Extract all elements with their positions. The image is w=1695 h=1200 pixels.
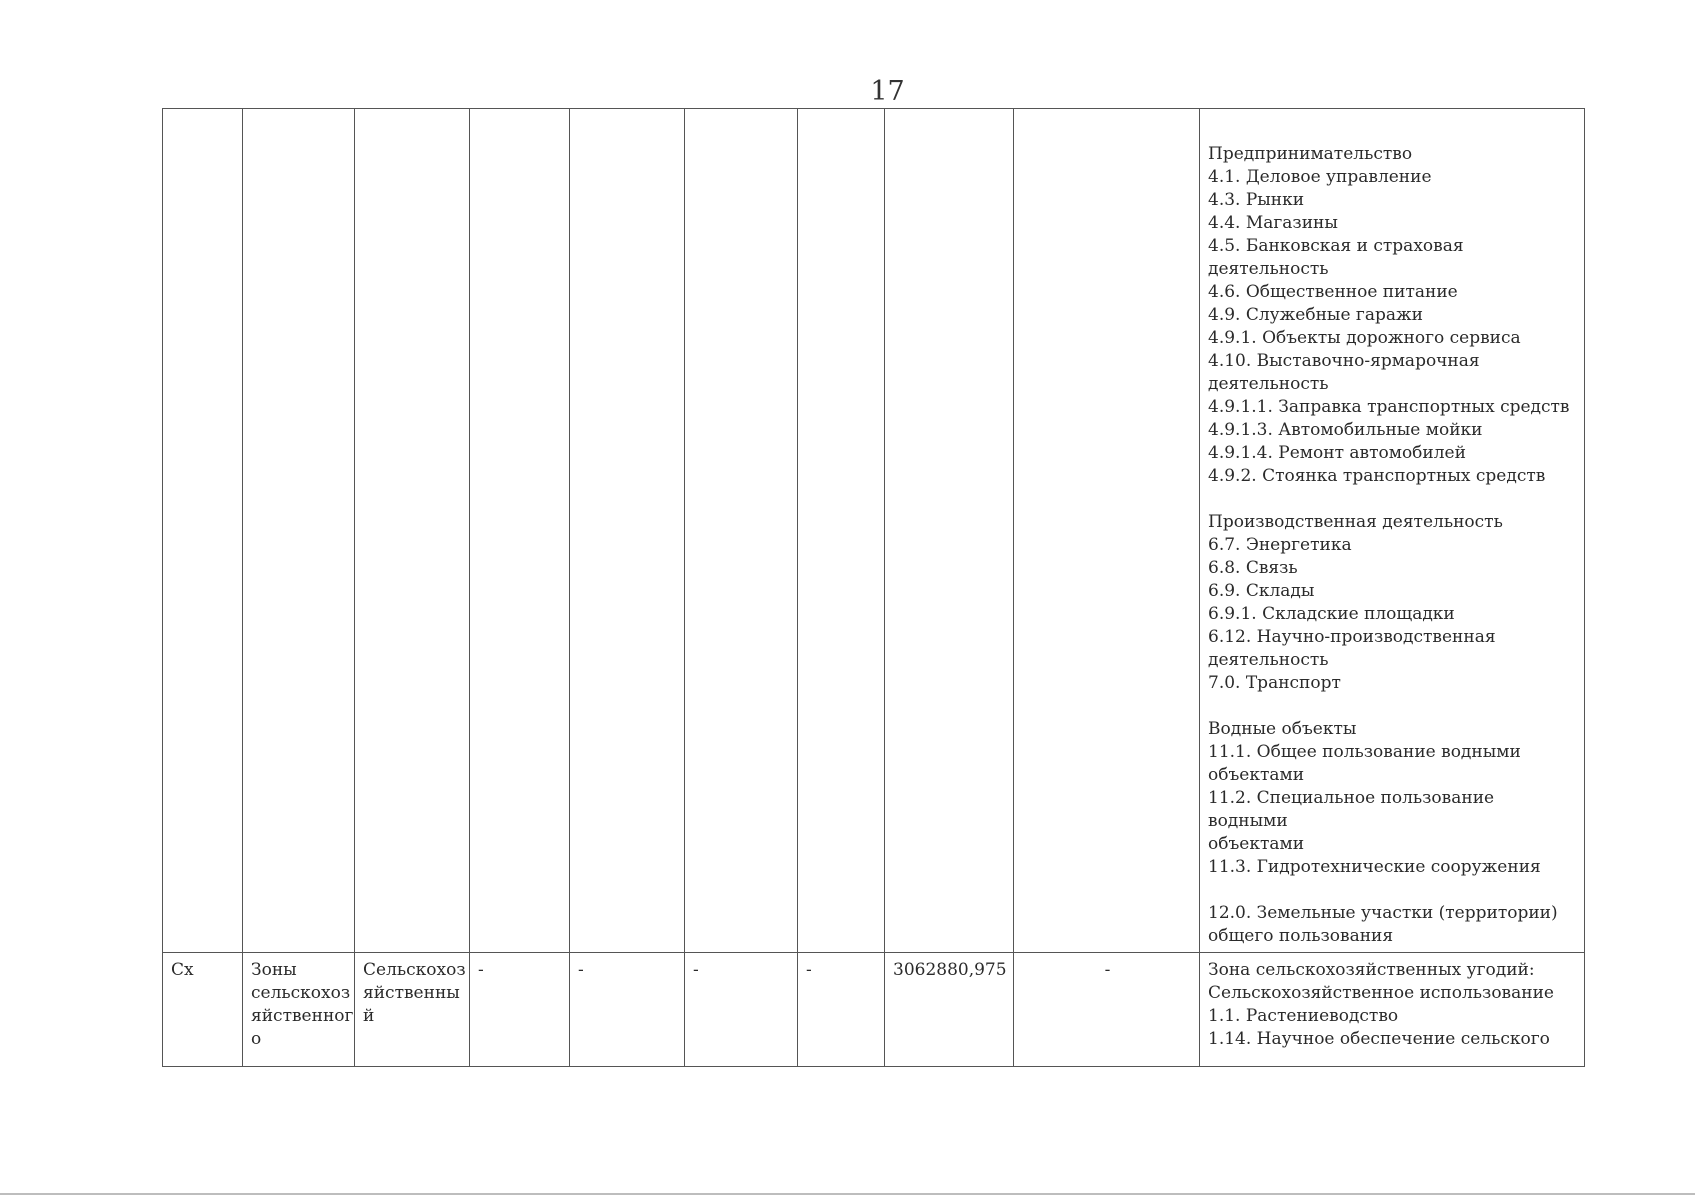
use-line: Зона сельскохозяйственных угодий: (1208, 960, 1535, 980)
table-cell-empty (355, 109, 470, 953)
table-cell-empty (243, 109, 355, 953)
dash-cell (1014, 953, 1200, 1067)
use-line: 4.4. Магазины (1208, 213, 1338, 233)
use-line: 4.3. Рынки (1208, 190, 1305, 210)
use-line: объектами (1208, 765, 1305, 785)
zone-purpose-line: Сельскохоз (363, 960, 466, 980)
use-line: 11.3. Гидротехнические сооружения (1208, 857, 1541, 877)
page-bottom-rule (0, 1193, 1695, 1195)
use-line: 11.2. Специальное пользование водными (1208, 788, 1495, 831)
use-line: 4.6. Общественное питание (1208, 282, 1458, 302)
use-line: 1.1. Растениеводство (1208, 1006, 1399, 1026)
use-line: 6.9. Склады (1208, 581, 1315, 601)
zone-code: Сх (171, 960, 194, 980)
dash-value: - (806, 960, 812, 980)
use-line: 1.14. Научное обеспечение сельского (1208, 1029, 1550, 1049)
use-line: 4.9.1.4. Ремонт автомобилей (1208, 443, 1466, 463)
use-line: 4.9.1.1. Заправка транспортных средств (1208, 397, 1570, 417)
permitted-uses-list (1200, 109, 1584, 952)
table-cell-empty (470, 109, 570, 953)
dash-cell (470, 953, 570, 1067)
table-cell-empty (885, 109, 1014, 953)
table-cell-empty (570, 109, 685, 953)
table-cell-empty (685, 109, 798, 953)
use-line: Сельскохозяйственное использование (1208, 983, 1554, 1003)
use-line: Предпринимательство (1208, 144, 1413, 164)
dash-value: - (478, 960, 484, 980)
use-line: 6.7. Энергетика (1208, 535, 1352, 555)
use-line: общего пользования (1208, 926, 1394, 946)
use-line: 4.9.1. Объекты дорожного сервиса (1208, 328, 1521, 348)
zone-type-cell (243, 953, 355, 1067)
use-line: 6.12. Научно-производственная (1208, 627, 1496, 647)
zone-type-line: сельскохоз (251, 983, 351, 1003)
use-line: Водные объекты (1208, 719, 1357, 739)
use-group-production (1208, 511, 1578, 695)
dash-cell (798, 953, 885, 1067)
use-line: деятельность (1208, 374, 1329, 394)
use-group-public-land (1208, 902, 1578, 948)
use-line: 12.0. Земельные участки (территории) (1208, 903, 1558, 923)
area-cell (885, 953, 1014, 1067)
zone-type-line: Зоны (251, 960, 297, 980)
zone-type-line: о (251, 1029, 262, 1049)
use-line: 6.8. Связь (1208, 558, 1298, 578)
zones-table (162, 108, 1585, 1067)
zone-type-line: яйственног (251, 1006, 354, 1026)
zone-purpose-cell (355, 953, 470, 1067)
dash-cell (685, 953, 798, 1067)
zone-type (243, 953, 354, 1055)
use-line: 4.5. Банковская и страховая деятельность (1208, 236, 1464, 279)
table-row-continued (163, 109, 1585, 953)
zone-area: 3062880,975 (893, 960, 1007, 980)
table-cell-empty (1014, 109, 1200, 953)
table-cell-empty (163, 109, 243, 953)
use-group-entrepreneurship (1208, 143, 1578, 488)
zone-purpose-line: яйственны (363, 983, 460, 1003)
dash-value: - (578, 960, 584, 980)
use-group-water (1208, 718, 1578, 879)
dash-value: - (1104, 960, 1111, 980)
use-line: Производственная деятельность (1208, 512, 1503, 532)
table-cell-empty (798, 109, 885, 953)
use-line: 4.9.2. Стоянка транспортных средств (1208, 466, 1546, 486)
use-line: объектами (1208, 834, 1305, 854)
use-line: 7.0. Транспорт (1208, 673, 1341, 693)
use-line: 4.9.1.3. Автомобильные мойки (1208, 420, 1483, 440)
dash-cell (570, 953, 685, 1067)
use-line: 6.9.1. Складские площадки (1208, 604, 1455, 624)
dash-value: - (693, 960, 699, 980)
use-line: 11.1. Общее пользование водными (1208, 742, 1521, 762)
permitted-uses-cell (1200, 109, 1585, 953)
permitted-uses-cell (1200, 953, 1585, 1067)
use-line: 4.1. Деловое управление (1208, 167, 1432, 187)
zone-purpose (355, 953, 469, 1032)
use-line: деятельность (1208, 650, 1329, 670)
use-line: 4.9. Служебные гаражи (1208, 305, 1423, 325)
table-row (163, 953, 1585, 1067)
page-number: 17 (870, 76, 905, 107)
permitted-uses-list (1200, 953, 1584, 1055)
use-line: 4.10. Выставочно-ярмарочная (1208, 351, 1480, 371)
zone-purpose-line: й (363, 1006, 375, 1026)
zone-code-cell (163, 953, 243, 1067)
